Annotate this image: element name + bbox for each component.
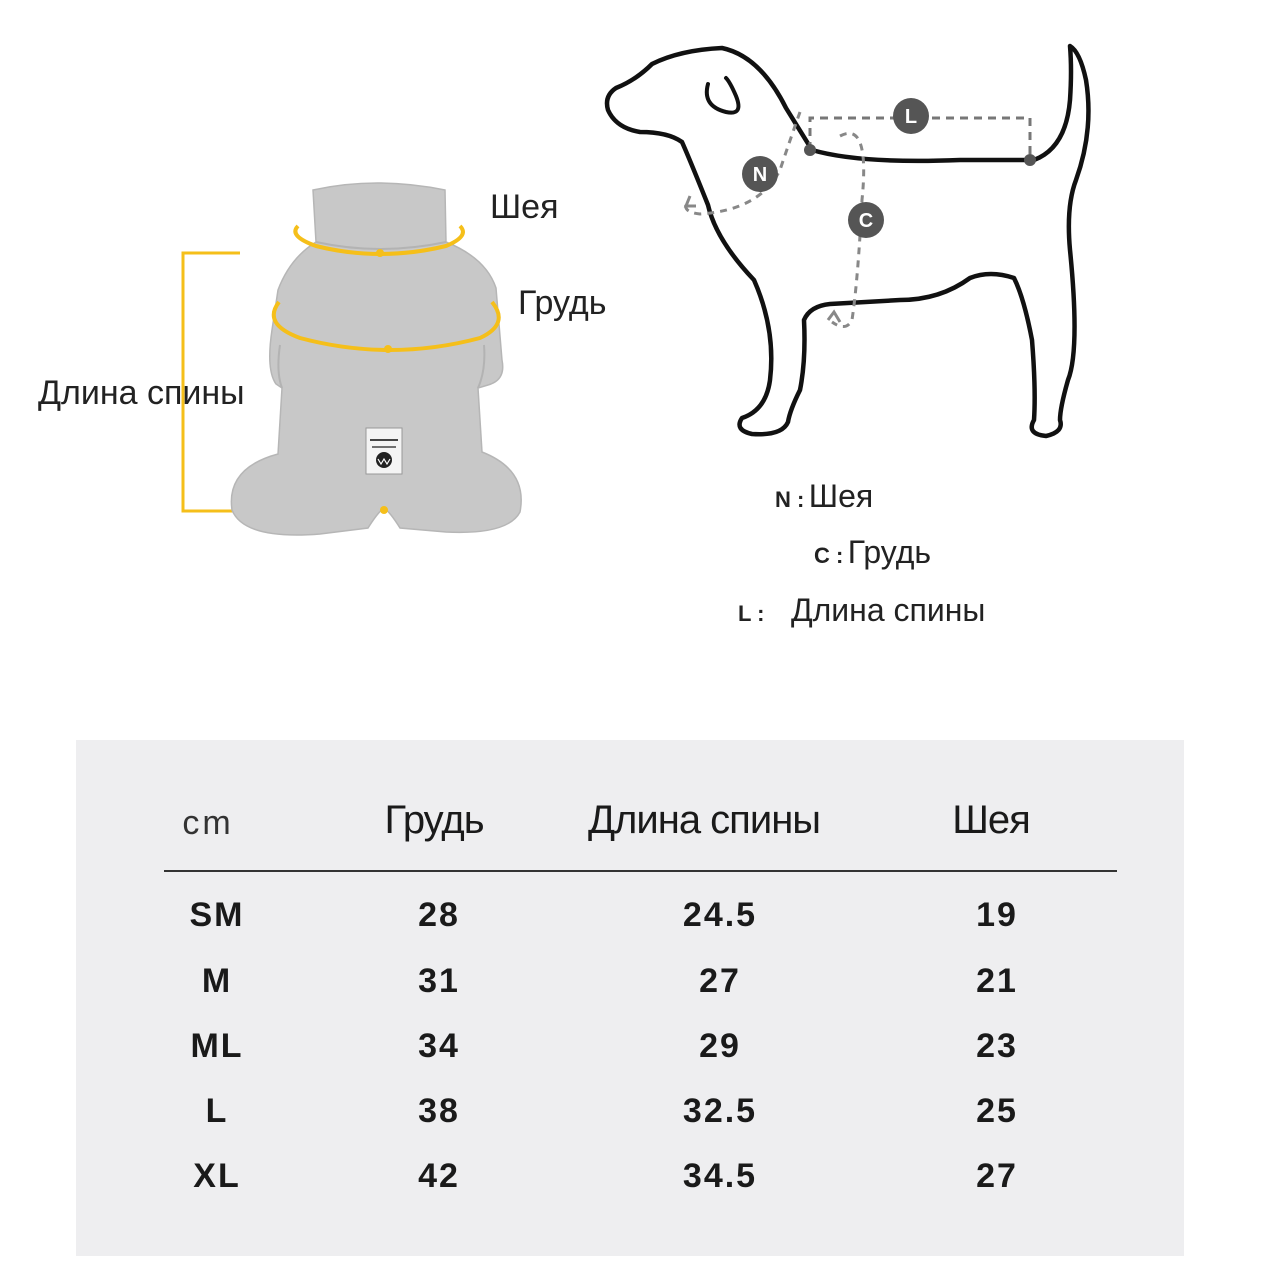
chest-cell: 31 (418, 962, 460, 1000)
legend-key: C : (814, 543, 844, 568)
dog-measurement-diagram (600, 38, 1100, 448)
header-chest: Грудь (384, 798, 484, 842)
size-cell: SM (189, 896, 245, 934)
chest-cell: 28 (418, 896, 460, 934)
size-table (76, 740, 1184, 1256)
legend-key: N : (775, 487, 805, 512)
legend-text: Длина спины (790, 592, 986, 628)
legend-chest (814, 534, 931, 571)
header-divider (164, 870, 1117, 872)
chest-marker-letter: C (858, 210, 874, 232)
neck-cell: 25 (976, 1092, 1018, 1130)
header-neck: Шея (952, 798, 1030, 842)
legend-key: L : (738, 601, 765, 626)
legend-length (738, 592, 985, 629)
chest-cell: 34 (418, 1027, 460, 1065)
length-cell: 32.5 (682, 1092, 758, 1130)
dog-outline (607, 46, 1088, 436)
legend-text: Грудь (847, 534, 932, 570)
neck-cell: 23 (976, 1027, 1018, 1065)
size-cell: M (201, 962, 233, 1000)
size-cell: L (205, 1092, 229, 1130)
legend-text: Шея (808, 478, 874, 514)
unit-header: cm (182, 804, 234, 842)
neck-cell: 21 (976, 962, 1018, 1000)
table-row (76, 1157, 1184, 1217)
table-row (76, 1092, 1184, 1152)
length-cell: 24.5 (682, 896, 758, 934)
grey-dog-jumpsuit (231, 183, 521, 535)
neck-cell: 27 (976, 1157, 1018, 1195)
length-marker-letter: L (904, 106, 918, 128)
brand-tag (366, 428, 402, 474)
size-cell: XL (193, 1157, 241, 1195)
table-row (76, 962, 1184, 1022)
garment-back-length-label: Длина спины (38, 374, 245, 412)
chest-cell: 42 (418, 1157, 460, 1195)
legend-neck (775, 478, 873, 515)
chest-cell: 38 (418, 1092, 460, 1130)
garment-illustration (170, 170, 530, 560)
length-cell: 27 (699, 962, 741, 1000)
table-row (76, 1027, 1184, 1087)
garment-neck-label: Шея (490, 188, 559, 226)
neck-cell: 19 (976, 896, 1018, 934)
size-cell: ML (190, 1027, 244, 1065)
length-cell: 29 (699, 1027, 741, 1065)
length-cell: 34.5 (682, 1157, 758, 1195)
back-length-end-dot (380, 506, 388, 514)
garment-chest-label: Грудь (518, 284, 607, 322)
header-back-length: Длина спины (587, 798, 821, 842)
neck-marker-letter: N (752, 164, 768, 186)
table-row (76, 896, 1184, 956)
